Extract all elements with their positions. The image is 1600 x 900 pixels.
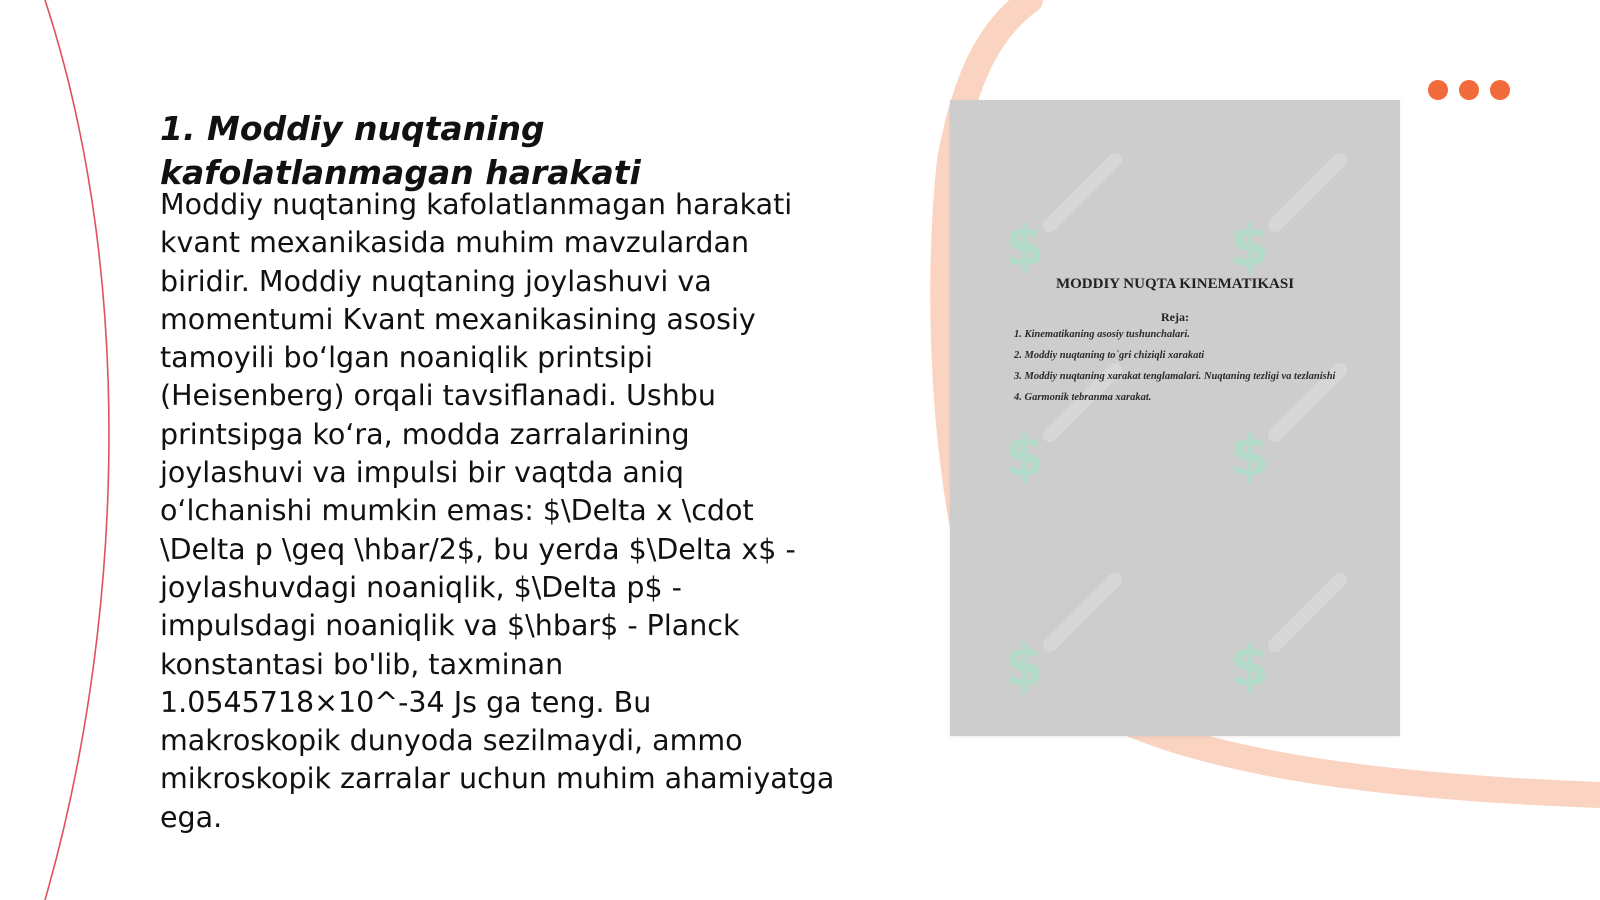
outline-item: 1. Kinematikaning asosiy tushunchalari. bbox=[1014, 329, 1190, 340]
dot bbox=[1428, 80, 1448, 100]
outline-item: 4. Garmonik tebranma xarakat. bbox=[1014, 392, 1152, 403]
svg-text:$: $ bbox=[1005, 424, 1044, 489]
document-outline bbox=[1014, 324, 1366, 408]
outline-item: 3. Moddiy nuqtaning xarakat tenglamalari. Nuqtaning tezligi va tezlanishi bbox=[1014, 371, 1336, 382]
document-heading: MODDIY NUQTA KINEMATIKASI bbox=[1055, 276, 1295, 292]
svg-text:$: $ bbox=[1005, 214, 1044, 279]
dot bbox=[1459, 80, 1479, 100]
more-dots-icon bbox=[1428, 80, 1518, 100]
svg-text:$: $ bbox=[1230, 214, 1269, 279]
left-accent-curve bbox=[45, 0, 109, 900]
outline-item: 2. Moddiy nuqtaning to`gri chiziqli xarakati bbox=[1014, 350, 1205, 361]
slide-title: 1. Moddiy nuqtaning kafolatlanmagan harakati bbox=[160, 109, 641, 192]
svg-text:$: $ bbox=[1230, 424, 1269, 489]
dot bbox=[1490, 80, 1510, 100]
slide-body-text: Moddiy nuqtaning kafolatlanmagan harakati kvant mexanikasida muhim mavzulardan biridir. Moddiy nuqtaning joylashuvi va momentumi Kvant mexanikasining asosiy tamoyili boʻlgan noaniqlik printsipi (Heisenberg) orqali tavsiflanadi. Ushbu printsipga koʻra, modda zarralarining joylashuvi va impulsi bir vaqtda aniq oʻlchanishi mumkin emas: $\Delta x \cdot \Delta p \geq \hbar/2$, bu yerda $\Delta x$ - joylashuvdagi noaniqlik, $\Delta p$ - impulsdagi noaniqlik va $\hbar$ - Planck konstantasi bo'lib, taxminan 1.0545718×10^-34 Js ga teng. Bu makroskopik dunyoda sezilmaydi, ammo mikroskopik zarralar uchun muhim ahamiyatga ega. bbox=[160, 188, 835, 834]
svg-text:$: $ bbox=[1230, 634, 1269, 699]
document-preview bbox=[950, 100, 1400, 736]
svg-text:$: $ bbox=[1005, 634, 1044, 699]
watermark-layer bbox=[950, 100, 1400, 736]
document-subheading: Reja: bbox=[1161, 310, 1189, 324]
